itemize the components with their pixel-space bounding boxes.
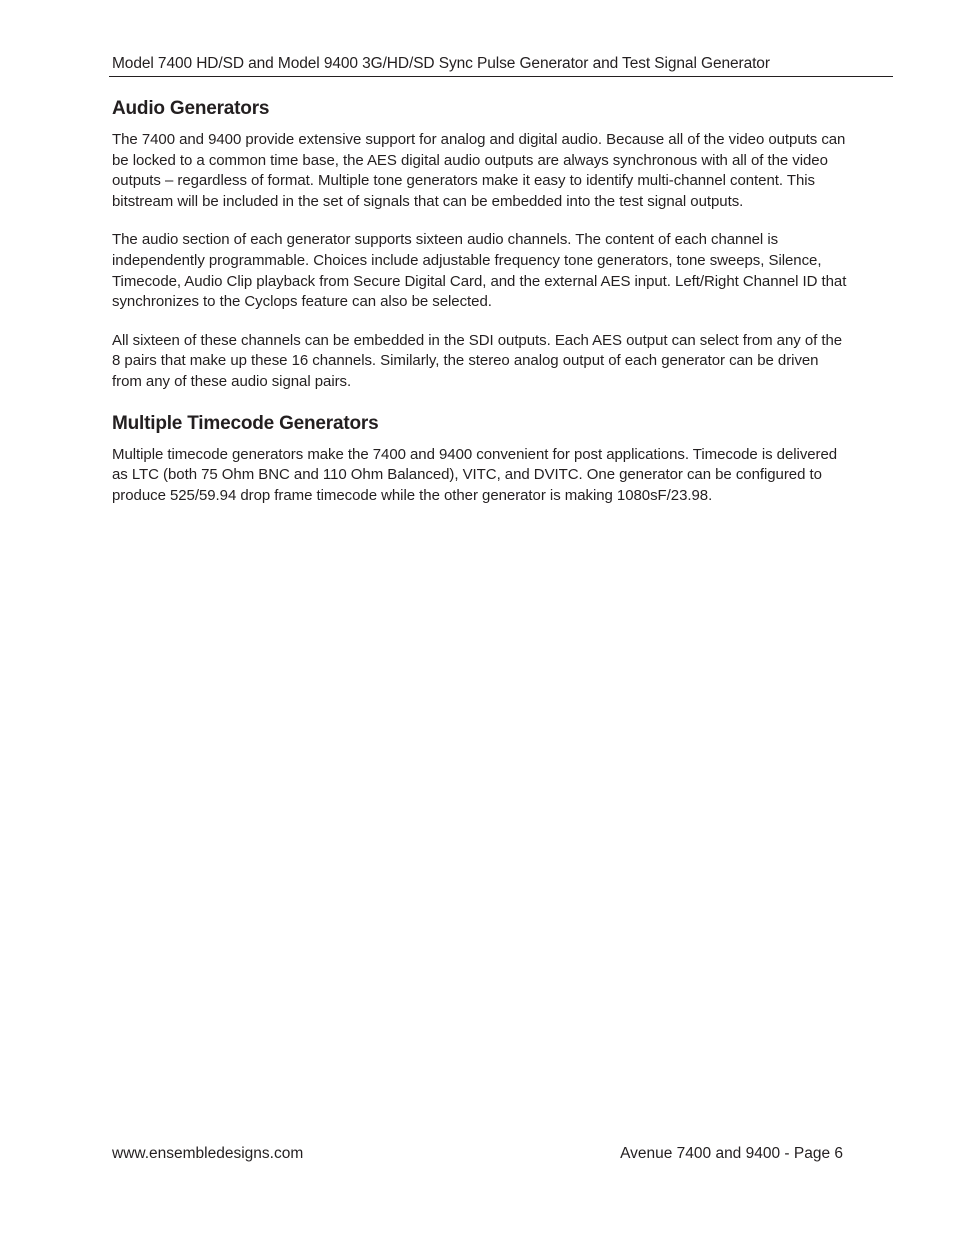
footer-page-label: Avenue 7400 and 9400 - Page 6 [620, 1145, 843, 1162]
paragraph: Multiple timecode generators make the 7400 and 9400 convenient for post applications. Timecode is delivered as LTC (both 75 Ohm BNC and 110 Ohm Balanced), VITC, and DVITC. One generator can be configured to produce 525/59.94 drop frame timecode while the other generator is making 1080sF/23.98. [112, 445, 838, 504]
section-audio-generators [112, 96, 847, 393]
footer-website: www.ensembledesigns.com [112, 1145, 304, 1162]
document-title: Model 7400 HD/SD and Model 9400 3G/HD/SD Sync Pulse Generator and Test Signal Generator [112, 55, 770, 72]
page-content [112, 96, 847, 524]
paragraph: All sixteen of these channels can be embedded in the SDI outputs. Each AES output can select from any of the 8 pairs that make up these 16 channels. Similarly, the stereo analog output of each generator can be driven from any of these audio signal pairs. [112, 331, 843, 390]
paragraph: The audio section of each generator supports sixteen audio channels. The content of each channel is independently programmable. Choices include adjustable frequency tone generators, tone sweeps, Silence, Timecode, Audio Clip playback from Secure Digital Card, and the external AES input. Left/Right Channel ID that synchronizes to the Cyclops feature can also be selected. [112, 231, 847, 311]
section-multiple-timecode-generators [112, 411, 847, 507]
section-heading: Multiple Timecode Generators [112, 412, 379, 434]
paragraph: The 7400 and 9400 provide extensive support for analog and digital audio. Because all of the video outputs can be locked to a common time base, the AES digital audio outputs are always synchronous with all of the video outputs – regardless of format. Multiple tone generators make it easy to identify multi-channel content. This bitstream will be included in the set of signals that can be embedded into the test signal outputs. [112, 131, 846, 210]
running-header [109, 53, 893, 77]
section-heading: Audio Generators [112, 98, 270, 119]
